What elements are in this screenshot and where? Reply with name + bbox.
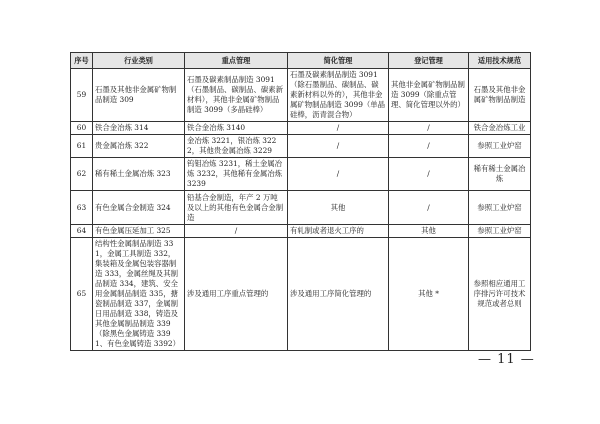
- table-row: [71, 135, 531, 158]
- row-key: /: [185, 225, 288, 238]
- row-serial: 59: [71, 69, 93, 122]
- row-registration: /: [389, 158, 469, 191]
- table-row: [71, 225, 531, 238]
- row-spec: 石墨及其他非金属矿物制品制造: [469, 69, 531, 122]
- table-row: [71, 122, 531, 135]
- row-key: 石墨及碳素制品制造 3091（石墨制品、碳制品、碳素新材料），其他非金属矿物制品制造 3099（多晶硅棒）: [185, 69, 288, 122]
- row-serial: 65: [71, 238, 93, 351]
- page-number: — 11 —: [478, 352, 535, 367]
- row-registration: /: [389, 122, 469, 135]
- row-industry: 结构性金属制品制造 331，金属工具制造 332，集装箱及金属包装容器制造 333，金属丝绳及其制品制造 334，建筑、安全用金属制品制造 335，搪瓷制品制造 337，金属制日用品制造 338，铸造及其他金属制品制造 339（除黑色金属铸造 3391、有色金属铸造 3392）: [93, 238, 185, 351]
- row-industry: 稀有稀土金属冶炼 323: [93, 158, 185, 191]
- row-registration: 其他: [389, 225, 469, 238]
- row-registration: /: [389, 191, 469, 225]
- table-row: [71, 69, 531, 122]
- header-key-management: 重点管理: [185, 53, 288, 69]
- row-spec: 参照相应通用工序排污许可技术规范或者总则: [469, 238, 531, 351]
- row-spec: 稀有稀土金属冶炼: [469, 158, 531, 191]
- row-simplified: 有轧制或者退火工序的: [288, 225, 389, 238]
- row-industry: 有色金属合金制造 324: [93, 191, 185, 225]
- row-simplified: 涉及通用工序简化管理的: [288, 238, 389, 351]
- row-serial: 61: [71, 135, 93, 158]
- row-simplified: /: [288, 122, 389, 135]
- row-key: 金冶炼 3221，银冶炼 3222，其他贵金属冶炼 3229: [185, 135, 288, 158]
- row-industry: 铁合金冶炼 314: [93, 122, 185, 135]
- row-industry: 有色金属压延加工 325: [93, 225, 185, 238]
- row-spec: 参照工业炉窑: [469, 135, 531, 158]
- row-serial: 64: [71, 225, 93, 238]
- row-registration: 其他非金属矿物制品制造 3099（除重点管理、简化管理以外的）: [389, 69, 469, 122]
- row-industry: 石墨及其他非金属矿物制品制造 309: [93, 69, 185, 122]
- row-serial: 63: [71, 191, 93, 225]
- row-registration: /: [389, 135, 469, 158]
- row-key: 铅基合金制造，年产 2 万吨及以上的其他有色金属合金制造: [185, 191, 288, 225]
- row-simplified: /: [288, 158, 389, 191]
- table-row: [71, 238, 531, 351]
- row-serial: 62: [71, 158, 93, 191]
- table-row: [71, 191, 531, 225]
- permit-classification-table: [70, 52, 531, 351]
- header-industry: 行业类别: [93, 53, 185, 69]
- row-serial: 60: [71, 122, 93, 135]
- row-spec: 参照工业炉窑: [469, 191, 531, 225]
- header-simplified-management: 简化管理: [288, 53, 389, 69]
- row-simplified: /: [288, 135, 389, 158]
- row-simplified: 其他: [288, 191, 389, 225]
- row-key: 钨钼冶炼 3231，稀土金属冶炼 3232，其他稀有金属冶炼 3239: [185, 158, 288, 191]
- row-spec: 铁合金冶炼工业: [469, 122, 531, 135]
- row-key: 涉及通用工序重点管理的: [185, 238, 288, 351]
- header-registration-management: 登记管理: [389, 53, 469, 69]
- row-simplified: 石墨及碳素制品制造 3091（除石墨制品、碳制品、碳素新材料以外的），其他非金属矿物制品制造 3099（单晶硅棒，沥青混合物）: [288, 69, 389, 122]
- row-key: 铁合金冶炼 3140: [185, 122, 288, 135]
- header-technical-spec: 适用技术规范: [469, 53, 531, 69]
- row-registration: 其他 *: [389, 238, 469, 351]
- table-header-row: [71, 53, 531, 69]
- header-serial: 序号: [71, 53, 93, 69]
- table-row: [71, 158, 531, 191]
- row-spec: 参照工业炉窑: [469, 225, 531, 238]
- row-industry: 贵金属冶炼 322: [93, 135, 185, 158]
